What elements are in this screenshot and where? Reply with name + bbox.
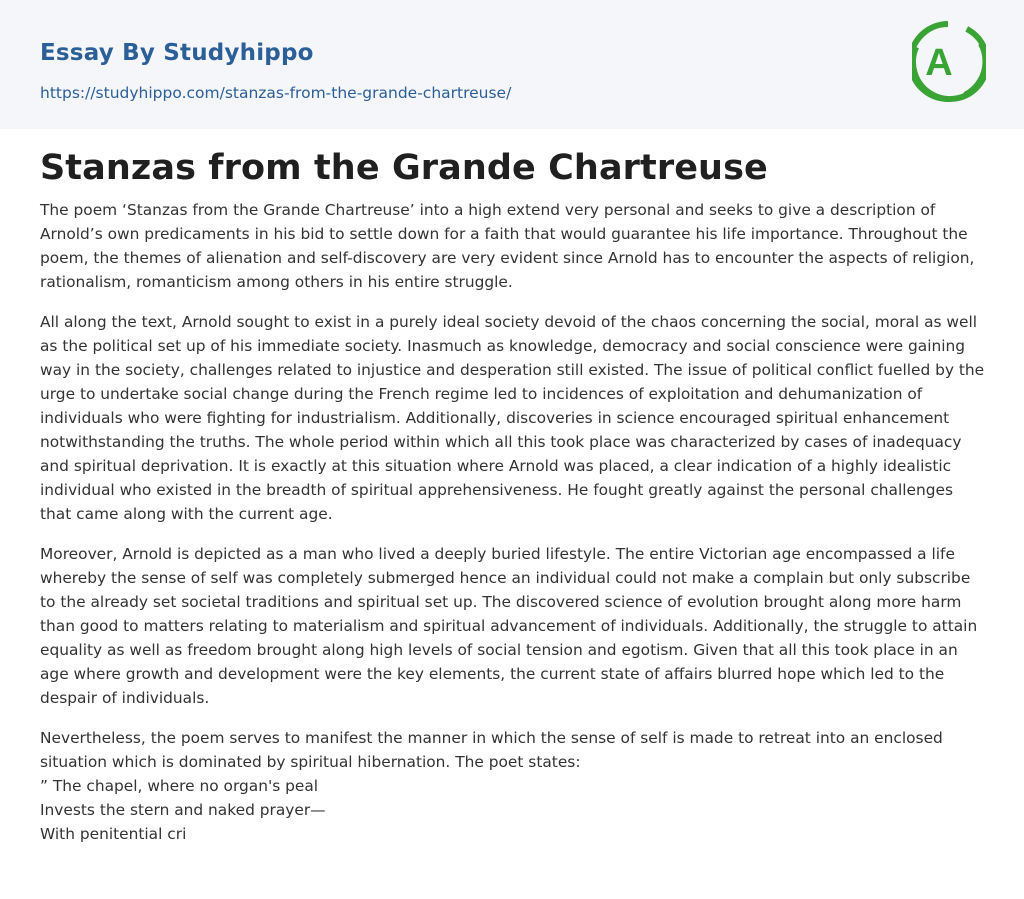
brand-title[interactable]: Essay By Studyhippo: [40, 40, 314, 66]
quote-line-3: With penitential cri: [40, 825, 187, 843]
paragraph-2: All along the text, Arnold sought to exist in a purely ideal society devoid of the chaos concerning the social, moral as well as the political set up of his immediate society. Inasmuch as knowledge, democracy and social conscience were gaining way in the society, challenges related to injustice and desperation still existed. The issue of political conflict fuelled by the urge to undertake social change during the French regime led to incidences of exploitation and dehumanization of individuals who were fighting for industrialism. Additionally, discoveries in science encouraged spiritual enhancement notwithstanding the truths. The whole period within which all this took place was characterized by cases of inadequacy and spiritual deprivation. It is exactly at this situation where Arnold was placed, a clear indication of a highly idealistic individual who existed in the breadth of spiritual apprehensiveness. He fought greatly against the personal challenges that came along with the current age.: [40, 313, 985, 523]
source-url-link[interactable]: https://studyhippo.com/stanzas-from-the-grande-chartreuse/: [40, 84, 512, 102]
studyhippo-logo-icon[interactable]: [912, 19, 986, 105]
article: [40, 146, 986, 862]
quote-line-1: ” The chapel, where no organ's peal: [40, 777, 319, 795]
paragraph-4: [40, 726, 986, 846]
article-title: Stanzas from the Grande Chartreuse: [40, 148, 768, 188]
logo-letter: A: [925, 42, 953, 84]
quote-line-2: Invests the stern and naked prayer—: [40, 801, 326, 819]
paragraph-4-intro: Nevertheless, the poem serves to manifest the manner in which the sense of self is made to retreat into an enclosed situation which is dominated by spiritual hibernation. The poet states:: [40, 729, 943, 771]
paragraph-1: The poem ‘Stanzas from the Grande Chartreuse’ into a high extend very personal and seeks to give a description of Arnold’s own predicaments in his bid to settle down for a faith that would guarantee his life importance. Throughout the poem, the themes of alienation and self-discovery are very evident since Arnold has to encounter the aspects of religion, rationalism, romanticism among others in his entire struggle.: [40, 201, 975, 291]
site-header: [0, 0, 1024, 129]
paragraph-3: Moreover, Arnold is depicted as a man who lived a deeply buried lifestyle. The entire Victorian age encompassed a life whereby the sense of self was completely submerged hence an individual could not make a complain but only subscribe to the already set societal traditions and spiritual set up. The discovered science of evolution brought along more harm than good to matters relating to materialism and spiritual advancement of individuals. Additionally, the struggle to attain equality as well as freedom brought along high levels of social tension and egotism. Given that all this took place in an age where growth and development were the key elements, the current state of affairs blurred hope which led to the despair of individuals.: [40, 545, 978, 707]
